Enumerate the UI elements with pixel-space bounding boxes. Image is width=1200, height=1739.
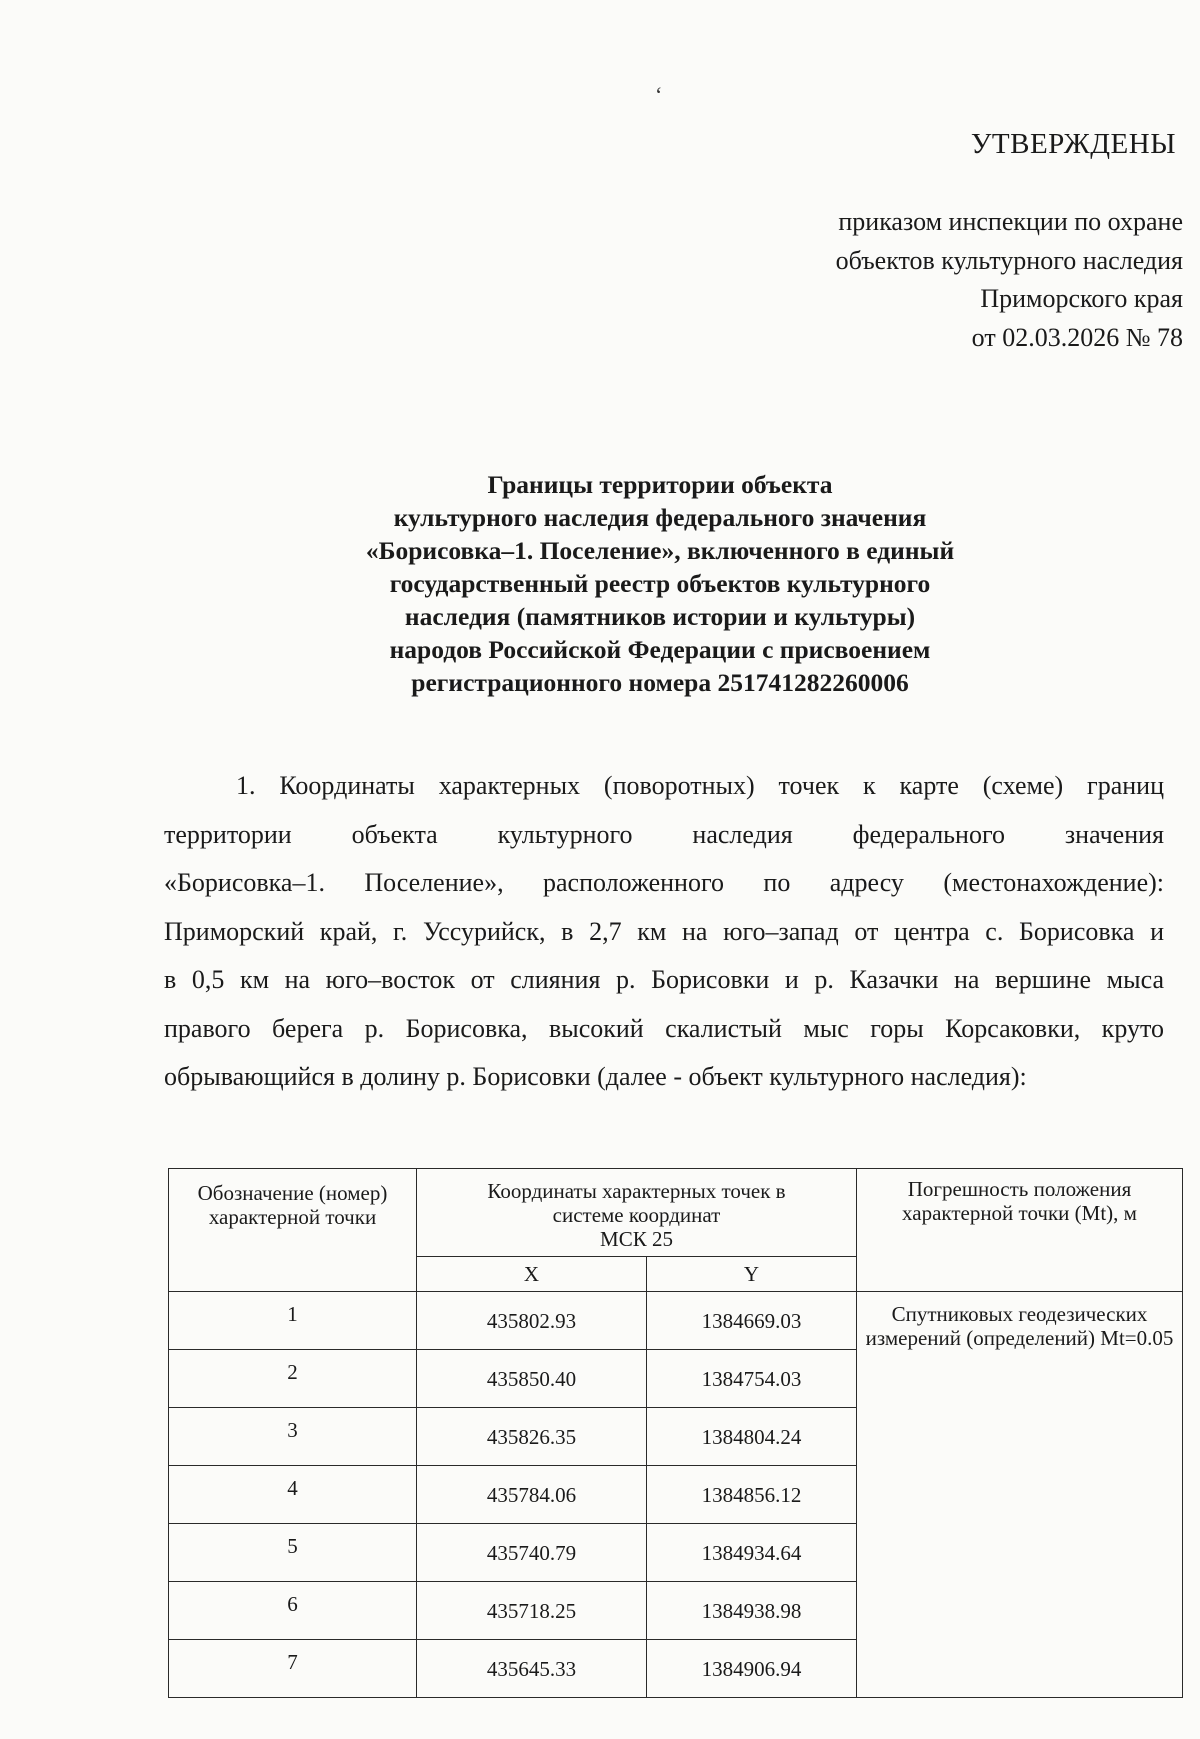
paragraph-line: «Борисовка–1. Поселение», расположенного по адресу (местонахождение): xyxy=(164,868,1164,897)
title-line: государственный реестр объектов культурного xyxy=(389,569,931,598)
title-line: Границы территории объекта xyxy=(487,470,833,499)
paragraph-line: правого берега р. Борисовка, высокий скалистый мыс горы Корсаковки, круто xyxy=(164,1013,1164,1043)
coordinates-header-line: системе координат xyxy=(552,1203,721,1227)
table-header-row xyxy=(169,1169,1183,1257)
coordinates-header-line: Координаты характерных точек в xyxy=(487,1179,786,1203)
title-line: культурного наследия федерального значения xyxy=(393,503,927,532)
point-number: 7 xyxy=(169,1640,417,1698)
point-number: 3 xyxy=(169,1408,417,1466)
body-paragraph xyxy=(164,762,1164,1102)
title-line: народов Российской Федерации с присвоением xyxy=(389,635,931,664)
order-line: объектов культурного наследия xyxy=(835,245,1183,275)
paragraph-line: 1. Координаты характерных (поворотных) точек к карте (схеме) границ xyxy=(236,771,1164,800)
point-number: 5 xyxy=(169,1524,417,1582)
x-column-header: X xyxy=(417,1256,647,1291)
x-coordinate: 435645.33 xyxy=(417,1640,647,1698)
order-reference xyxy=(836,203,1183,357)
y-coordinate: 1384934.64 xyxy=(647,1524,857,1582)
paragraph-line: в 0,5 км на юго–восток от слияния р. Борисовки и р. Казачки на вершине мыса xyxy=(164,965,1164,994)
y-coordinate: 1384856.12 xyxy=(647,1466,857,1524)
paragraph-line: территории объекта культурного наследия федерального значения xyxy=(164,819,1164,849)
title-line: «Борисовка–1. Поселение», включенного в единый xyxy=(365,536,955,565)
x-coordinate: 435802.93 xyxy=(417,1292,647,1350)
table-row xyxy=(169,1292,1183,1350)
y-coordinate: 1384669.03 xyxy=(647,1292,857,1350)
coordinates-header xyxy=(417,1169,857,1257)
y-coordinate: 1384906.94 xyxy=(647,1640,857,1698)
coordinates-table xyxy=(168,1168,1183,1698)
approval-stamp-title: УТВЕРЖДЕНЫ xyxy=(970,128,1176,160)
x-coordinate: 435850.40 xyxy=(417,1350,647,1408)
y-coordinate: 1384754.03 xyxy=(647,1350,857,1408)
x-coordinate: 435740.79 xyxy=(417,1524,647,1582)
paragraph-line: Приморский край, г. Уссурийск, в 2,7 км на юго–запад от центра с. Борисовка и xyxy=(164,916,1164,946)
x-coordinate: 435784.06 xyxy=(417,1466,647,1524)
handwritten-mark: ‘ xyxy=(655,82,663,107)
point-number-header: Обозначение (номер) характерной точки xyxy=(169,1169,417,1292)
title-line: регистрационного номера 251741282260006 xyxy=(411,668,909,697)
y-coordinate: 1384804.24 xyxy=(647,1408,857,1466)
coordinates-header-line: МСК 25 xyxy=(600,1227,673,1251)
x-coordinate: 435718.25 xyxy=(417,1582,647,1640)
point-number: 2 xyxy=(169,1350,417,1408)
title-line: наследия (памятников истории и культуры) xyxy=(404,602,916,631)
accuracy-value: Спутниковых геодезических измерений (определений) Mt=0.05 xyxy=(857,1292,1183,1698)
order-line: приказом инспекции по охране xyxy=(838,207,1183,236)
point-number: 6 xyxy=(169,1582,417,1640)
y-coordinate: 1384938.98 xyxy=(647,1582,857,1640)
y-column-header: Y xyxy=(647,1256,857,1291)
accuracy-header: Погрешность положения характерной точки (Mt), м xyxy=(857,1169,1183,1292)
x-coordinate: 435826.35 xyxy=(417,1408,647,1466)
document-title xyxy=(260,468,1060,699)
paragraph-line: обрывающийся в долину р. Борисовки (далее - объект культурного наследия): xyxy=(164,1062,1027,1091)
order-date-number: от 02.03.2026 № 78 xyxy=(971,322,1183,352)
point-number: 1 xyxy=(169,1292,417,1350)
order-line: Приморского края xyxy=(980,284,1183,313)
point-number: 4 xyxy=(169,1466,417,1524)
